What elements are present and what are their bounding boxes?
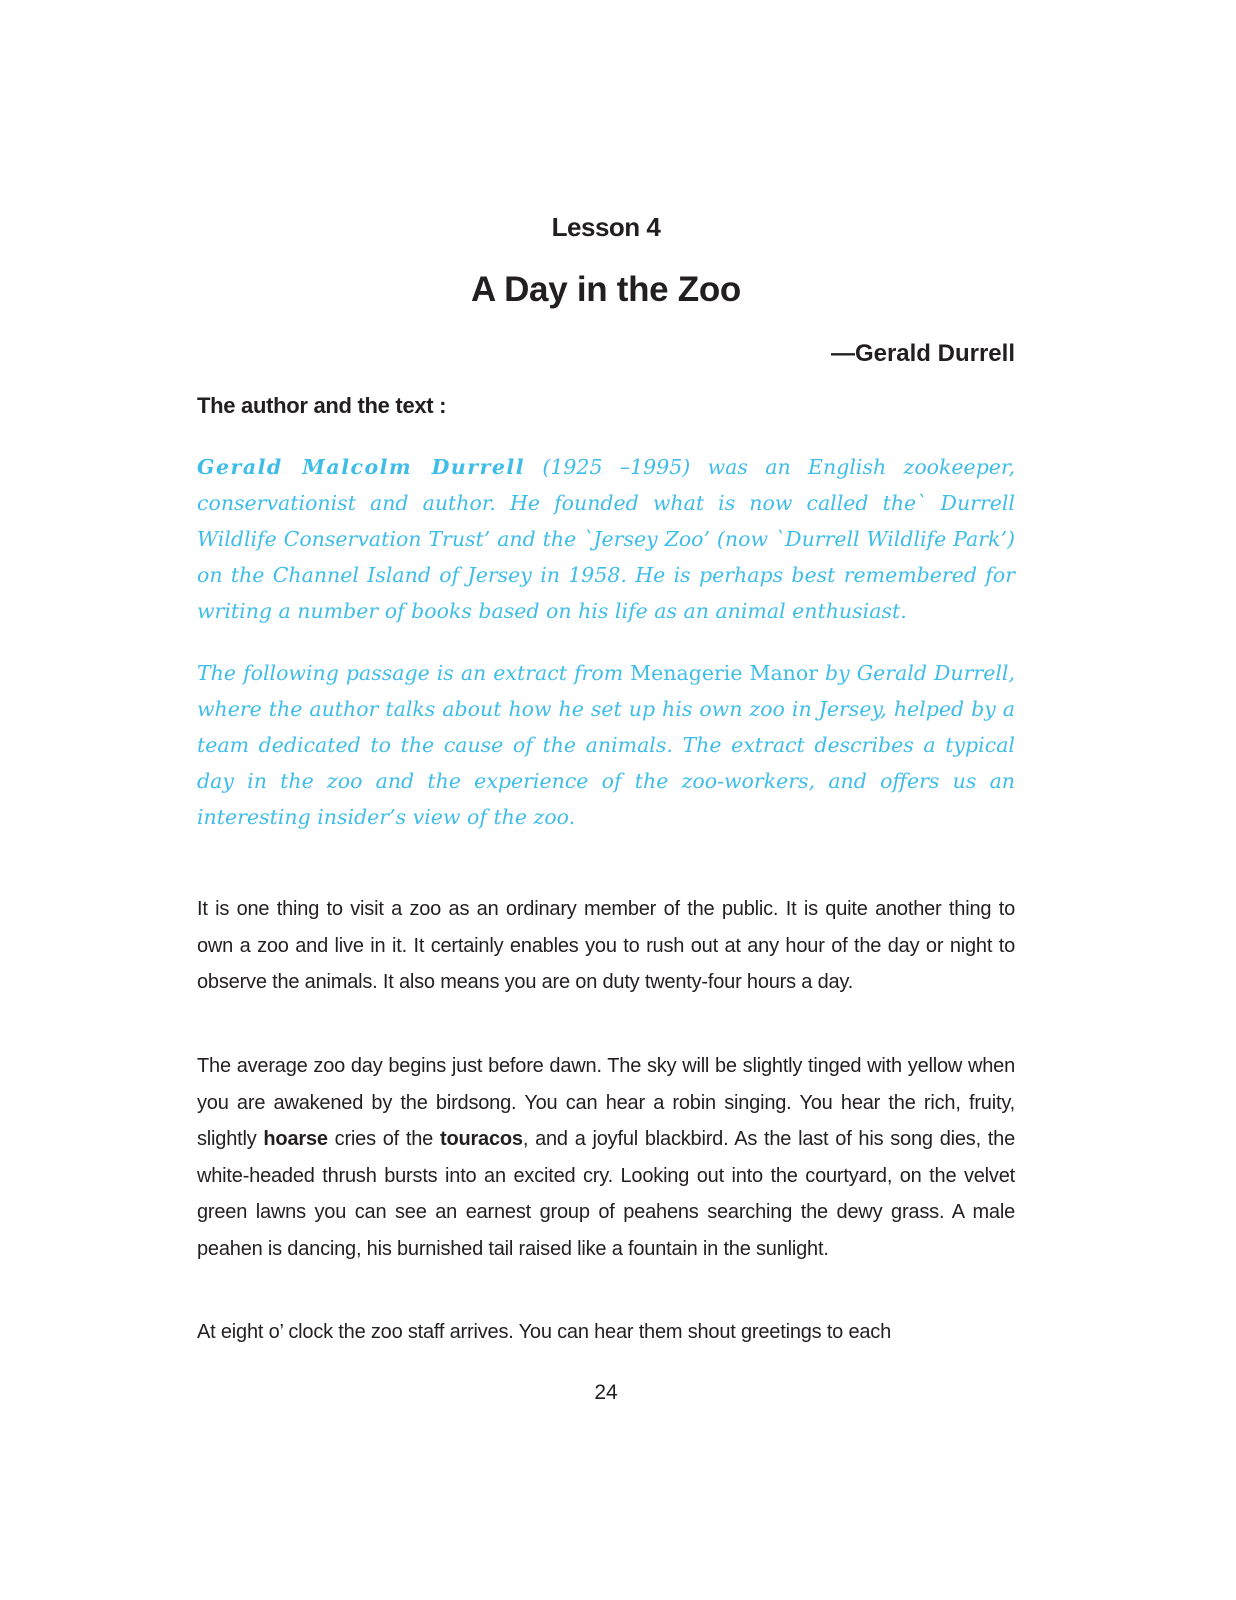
author-byline: —Gerald Durrell bbox=[830, 340, 1015, 367]
author-full-name: Gerald Malcolm Durrell bbox=[197, 455, 525, 479]
body-paragraph-2-part-c: , and a joyful blackbird. As the last of his song dies, the white-headed thrush bursts into an excited cry. Looking out into the courtyard, on the velvet green lawns you can see an earnest group of peahens searching the dewy grass. A male peahen is dancing, his burnished tail raised like a fountain in the sunlight. bbox=[197, 1128, 1016, 1260]
author-intro-text: (1925 –1995) was an English zookeeper, conservationist and author. He founded what is now called the` Durrell Wildlife Conservation Trust’ and the `Jersey Zoo’ (now `Durrell Wildlife Park’) on the Channel Island of Jersey in 1958. He is perhaps best remembered for writing a number of books based on his life as an animal enthusiast. bbox=[197, 455, 1016, 623]
author-intro-paragraph bbox=[197, 449, 1015, 629]
extract-intro-paragraph bbox=[197, 655, 1015, 835]
body-paragraph-2 bbox=[197, 1048, 1015, 1267]
body-paragraph-2-part-b: cries of the bbox=[327, 1128, 440, 1150]
body-paragraph-1: It is one thing to visit a zoo as an ordinary member of the public. It is quite another thing to own a zoo and live in it. It certainly enables you to rush out at any hour of the day or night to observe the animals. It also means you are on duty twenty-four hours a day. bbox=[197, 898, 1015, 993]
body-paragraph-3: At eight o’ clock the zoo staff arrives. You can hear them shout greetings to each bbox=[197, 1321, 892, 1343]
section-heading: The author and the text : bbox=[197, 393, 447, 418]
body-paragraph-2-part-a: The average zoo day begins just before dawn. The sky will be slightly tinged with yellow when you are awakened by the birdsong. You can hear a robin singing. You hear the rich, fruity, slightly bbox=[197, 1055, 1015, 1150]
book-title: Menagerie Manor bbox=[630, 661, 819, 685]
extract-intro-rest: by Gerald Durrell, where the author talks about how he set up his own zoo in Jersey, helped by a team dedicated to the cause of the animals. The extract describes a typical day in the zoo and the experience of the zoo-workers, and offers us an interesting insider’s view of the zoo. bbox=[197, 661, 1015, 829]
extract-intro-start: The following passage is an extract from bbox=[197, 661, 631, 685]
glossary-word-touracos: touracos bbox=[439, 1128, 523, 1150]
glossary-word-hoarse: hoarse bbox=[263, 1128, 328, 1150]
page-title: A Day in the Zoo bbox=[470, 270, 742, 309]
page-number: 24 bbox=[594, 1381, 618, 1404]
lesson-label: Lesson 4 bbox=[551, 212, 661, 242]
